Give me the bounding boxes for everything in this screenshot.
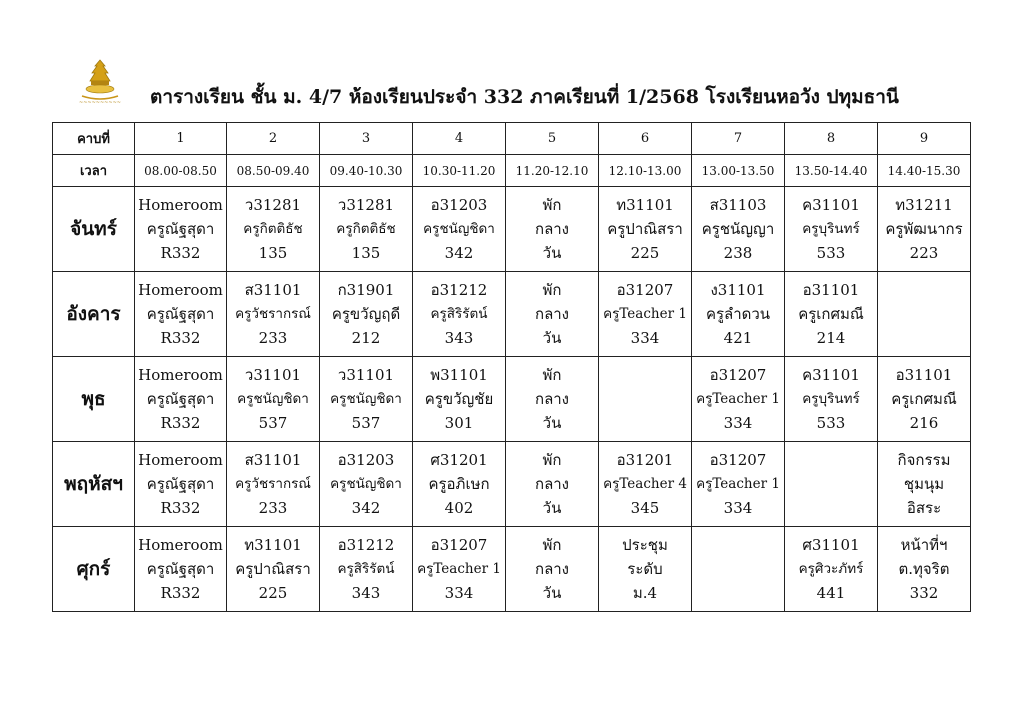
teacher-name: ครูณัฐสุดา xyxy=(146,305,215,323)
teacher-name: ครูTeacher 1 xyxy=(696,476,780,492)
schedule-cell xyxy=(135,187,227,272)
teacher-name: ครูชนัญชิดา xyxy=(330,391,402,407)
schedule-cell xyxy=(413,272,506,357)
period-time: 09.40-10.30 xyxy=(320,155,413,187)
schedule-cell xyxy=(599,527,692,612)
teacher-name: ครูณัฐสุดา xyxy=(146,390,215,408)
subject-code: อ31207 xyxy=(616,281,674,299)
room-number: 301 xyxy=(444,414,474,432)
period-time: 11.20-12.10 xyxy=(506,155,599,187)
room-number: วัน xyxy=(542,499,562,517)
subject-code: ประชุม xyxy=(622,536,668,554)
room-number: 225 xyxy=(630,244,660,262)
teacher-name: ต.ทุจริต xyxy=(898,560,950,578)
teacher-name: ครูณัฐสุดา xyxy=(146,560,215,578)
room-number: 216 xyxy=(909,414,939,432)
schedule-cell xyxy=(692,442,785,527)
schedule-cell xyxy=(785,187,878,272)
room-number: 533 xyxy=(816,414,846,432)
subject-code: ว31101 xyxy=(337,366,395,384)
room-number: R332 xyxy=(160,329,201,347)
room-number: 135 xyxy=(258,244,288,262)
teacher-name: ครูวัชรากรณ์ xyxy=(235,476,311,492)
subject-code: ว31281 xyxy=(337,196,395,214)
teacher-name: ครูบุรินทร์ xyxy=(802,391,860,407)
subject-code: ส31103 xyxy=(709,196,767,214)
day-row xyxy=(53,357,971,442)
subject-code: พ31101 xyxy=(430,366,488,384)
teacher-name: ครูวัชรากรณ์ xyxy=(235,306,311,322)
period-time: 14.40-15.30 xyxy=(878,155,971,187)
day-row xyxy=(53,442,971,527)
schedule-cell xyxy=(227,272,320,357)
schedule-cell xyxy=(878,442,971,527)
schedule-cell xyxy=(785,527,878,612)
schedule-cell xyxy=(135,272,227,357)
subject-code: ก31901 xyxy=(337,281,395,299)
room-number: 421 xyxy=(723,329,753,347)
time-header-row xyxy=(53,155,971,187)
schedule-cell xyxy=(320,272,413,357)
subject-code: ศ31201 xyxy=(430,451,488,469)
day-name: อังคาร xyxy=(53,272,135,357)
schedule-cell xyxy=(692,527,785,612)
schedule-cell xyxy=(599,187,692,272)
room-number: 212 xyxy=(351,329,381,347)
subject-code: ท31101 xyxy=(616,196,674,214)
subject-code: ค31101 xyxy=(802,366,860,384)
room-number: 334 xyxy=(444,584,474,602)
teacher-name: กลาง xyxy=(534,305,570,323)
day-row xyxy=(53,272,971,357)
day-row xyxy=(53,187,971,272)
teacher-name: ครูชนัญญา xyxy=(701,220,775,238)
subject-code: พัก xyxy=(542,366,562,384)
teacher-name: ระดับ xyxy=(627,560,663,578)
subject-code: กิจกรรม xyxy=(897,451,951,469)
room-number: R332 xyxy=(160,499,201,517)
schedule-cell xyxy=(506,187,599,272)
subject-code: อ31203 xyxy=(430,196,488,214)
subject-code: ท31101 xyxy=(244,536,302,554)
teacher-name: ครูTeacher 1 xyxy=(603,306,687,322)
room-number: วัน xyxy=(542,244,562,262)
period-number: 1 xyxy=(135,123,227,155)
subject-code: อ31207 xyxy=(430,536,488,554)
subject-code: Homeroom xyxy=(138,366,223,384)
period-number: 6 xyxy=(599,123,692,155)
subject-code: อ31207 xyxy=(709,366,767,384)
room-number: 345 xyxy=(630,499,660,517)
schedule-cell xyxy=(506,442,599,527)
subject-code: อ31207 xyxy=(709,451,767,469)
schedule-cell xyxy=(320,357,413,442)
teacher-name: ครูสิริรัตน์ xyxy=(430,306,488,322)
teacher-name: ครูปาณิสรา xyxy=(607,220,683,238)
day-name: พุธ xyxy=(53,357,135,442)
period-time: 08.00-08.50 xyxy=(135,155,227,187)
schedule-cell xyxy=(599,442,692,527)
teacher-name: ครูสิริรัตน์ xyxy=(337,561,395,577)
room-number: 342 xyxy=(351,499,381,517)
schedule-cell xyxy=(320,442,413,527)
period-number: 5 xyxy=(506,123,599,155)
room-number: วัน xyxy=(542,414,562,432)
teacher-name: กลาง xyxy=(534,475,570,493)
room-number: 334 xyxy=(723,499,753,517)
subject-code: อ31212 xyxy=(430,281,488,299)
schedule-cell xyxy=(878,357,971,442)
room-number: 334 xyxy=(723,414,753,432)
room-number: ม.4 xyxy=(632,584,658,602)
room-number: 334 xyxy=(630,329,660,347)
subject-code: ค31101 xyxy=(802,196,860,214)
teacher-name: ครูปาณิสรา xyxy=(235,560,311,578)
room-number: 343 xyxy=(444,329,474,347)
room-number: 537 xyxy=(351,414,381,432)
room-number: R332 xyxy=(160,584,201,602)
schedule-cell xyxy=(878,187,971,272)
schedule-cell xyxy=(227,527,320,612)
period-time: 13.00-13.50 xyxy=(692,155,785,187)
day-name: พฤหัสฯ xyxy=(53,442,135,527)
teacher-name: กลาง xyxy=(534,390,570,408)
day-row xyxy=(53,527,971,612)
teacher-name: ครูอภิเษก xyxy=(428,475,490,493)
subject-code: ว31101 xyxy=(244,366,302,384)
schedule-cell xyxy=(692,187,785,272)
teacher-name: ครูศิวะภัทร์ xyxy=(798,561,864,577)
subject-code: พัก xyxy=(542,536,562,554)
subject-code: อ31101 xyxy=(802,281,860,299)
subject-code: อ31212 xyxy=(337,536,395,554)
teacher-name: ชุมนุม xyxy=(903,475,945,493)
day-name: ศุกร์ xyxy=(53,527,135,612)
subject-code: Homeroom xyxy=(138,536,223,554)
teacher-name: ครูขวัญฤดี xyxy=(331,305,401,323)
schedule-cell xyxy=(506,272,599,357)
teacher-name: ครูณัฐสุดา xyxy=(146,475,215,493)
period-number: 9 xyxy=(878,123,971,155)
room-number: 135 xyxy=(351,244,381,262)
subject-code: พัก xyxy=(542,281,562,299)
period-header-row xyxy=(53,123,971,155)
teacher-name: ครูชนัญชิดา xyxy=(423,221,495,237)
room-number: วัน xyxy=(542,329,562,347)
schedule-cell xyxy=(785,357,878,442)
room-number: 214 xyxy=(816,329,846,347)
room-number: 225 xyxy=(258,584,288,602)
subject-code: ส31101 xyxy=(244,281,302,299)
room-number: 332 xyxy=(909,584,939,602)
teacher-name: ครูพัฒนากร xyxy=(885,220,963,238)
period-number: 3 xyxy=(320,123,413,155)
teacher-name: ครูTeacher 1 xyxy=(696,391,780,407)
subject-code: ท31211 xyxy=(895,196,953,214)
schedule-cell xyxy=(135,357,227,442)
time-label: เวลา xyxy=(53,155,135,187)
period-number: 4 xyxy=(413,123,506,155)
subject-code: หน้าที่ฯ xyxy=(900,536,948,554)
schedule-cell xyxy=(506,357,599,442)
schedule-cell xyxy=(320,527,413,612)
subject-code: Homeroom xyxy=(138,196,223,214)
schedule-cell xyxy=(692,272,785,357)
teacher-name: ครูชนัญชิดา xyxy=(330,476,402,492)
teacher-name: กลาง xyxy=(534,560,570,578)
subject-code: พัก xyxy=(542,196,562,214)
period-number: 2 xyxy=(227,123,320,155)
period-time: 12.10-13.00 xyxy=(599,155,692,187)
room-number: 537 xyxy=(258,414,288,432)
schedule-cell xyxy=(320,187,413,272)
period-time: 08.50-09.40 xyxy=(227,155,320,187)
teacher-name: ครูกิตติธัช xyxy=(243,221,303,237)
teacher-name: ครูขวัญชัย xyxy=(424,390,494,408)
schedule-cell xyxy=(692,357,785,442)
subject-code: อ31203 xyxy=(337,451,395,469)
schedule-cell xyxy=(413,527,506,612)
period-number: 8 xyxy=(785,123,878,155)
room-number: R332 xyxy=(160,414,201,432)
schedule-cell xyxy=(785,272,878,357)
teacher-name: ครูชนัญชิดา xyxy=(237,391,309,407)
schedule-cell xyxy=(413,187,506,272)
schedule-cell xyxy=(599,357,692,442)
subject-code: ว31281 xyxy=(244,196,302,214)
room-number: 533 xyxy=(816,244,846,262)
subject-code: พัก xyxy=(542,451,562,469)
schedule-cell xyxy=(135,527,227,612)
school-logo xyxy=(74,56,126,106)
subject-code: อ31201 xyxy=(616,451,674,469)
timetable xyxy=(52,122,971,612)
room-number: 441 xyxy=(816,584,846,602)
room-number: 342 xyxy=(444,244,474,262)
teacher-name: ครูลำดวน xyxy=(705,305,771,323)
period-time: 13.50-14.40 xyxy=(785,155,878,187)
room-number: 343 xyxy=(351,584,381,602)
subject-code: Homeroom xyxy=(138,451,223,469)
teacher-name: กลาง xyxy=(534,220,570,238)
teacher-name: ครูTeacher 1 xyxy=(417,561,501,577)
schedule-cell xyxy=(785,442,878,527)
room-number: อิสระ xyxy=(906,499,942,517)
subject-code: Homeroom xyxy=(138,281,223,299)
schedule-cell xyxy=(227,187,320,272)
schedule-cell xyxy=(878,527,971,612)
room-number: 402 xyxy=(444,499,474,517)
teacher-name: ครูณัฐสุดา xyxy=(146,220,215,238)
room-number: 233 xyxy=(258,329,288,347)
schedule-cell xyxy=(599,272,692,357)
schedule-cell xyxy=(413,442,506,527)
svg-text:~~~~~~~~~~: ~~~~~~~~~~ xyxy=(79,100,121,106)
room-number: วัน xyxy=(542,584,562,602)
subject-code: ศ31101 xyxy=(802,536,860,554)
teacher-name: ครูกิตติธัช xyxy=(336,221,396,237)
period-label: คาบที่ xyxy=(53,123,135,155)
schedule-cell xyxy=(878,272,971,357)
room-number: 238 xyxy=(723,244,753,262)
period-number: 7 xyxy=(692,123,785,155)
room-number: R332 xyxy=(160,244,201,262)
schedule-cell xyxy=(506,527,599,612)
teacher-name: ครูTeacher 4 xyxy=(603,476,687,492)
page-title: ตารางเรียน ชั้น ม. 4/7 ห้องเรียนประจำ 332 ภาคเรียนที่ 1/2568 โรงเรียนหอวัง ปทุมธานี xyxy=(150,86,899,108)
room-number: 223 xyxy=(909,244,939,262)
subject-code: อ31101 xyxy=(895,366,953,384)
schedule-cell xyxy=(135,442,227,527)
teacher-name: ครูเกศมณี xyxy=(891,390,957,408)
schedule-cell xyxy=(227,442,320,527)
room-number: 233 xyxy=(258,499,288,517)
period-time: 10.30-11.20 xyxy=(413,155,506,187)
teacher-name: ครูเกศมณี xyxy=(798,305,864,323)
teacher-name: ครูบุรินทร์ xyxy=(802,221,860,237)
school-emblem-icon xyxy=(74,56,126,106)
day-name: จันทร์ xyxy=(53,187,135,272)
schedule-cell xyxy=(227,357,320,442)
subject-code: ง31101 xyxy=(710,281,766,299)
schedule-cell xyxy=(413,357,506,442)
subject-code: ส31101 xyxy=(244,451,302,469)
